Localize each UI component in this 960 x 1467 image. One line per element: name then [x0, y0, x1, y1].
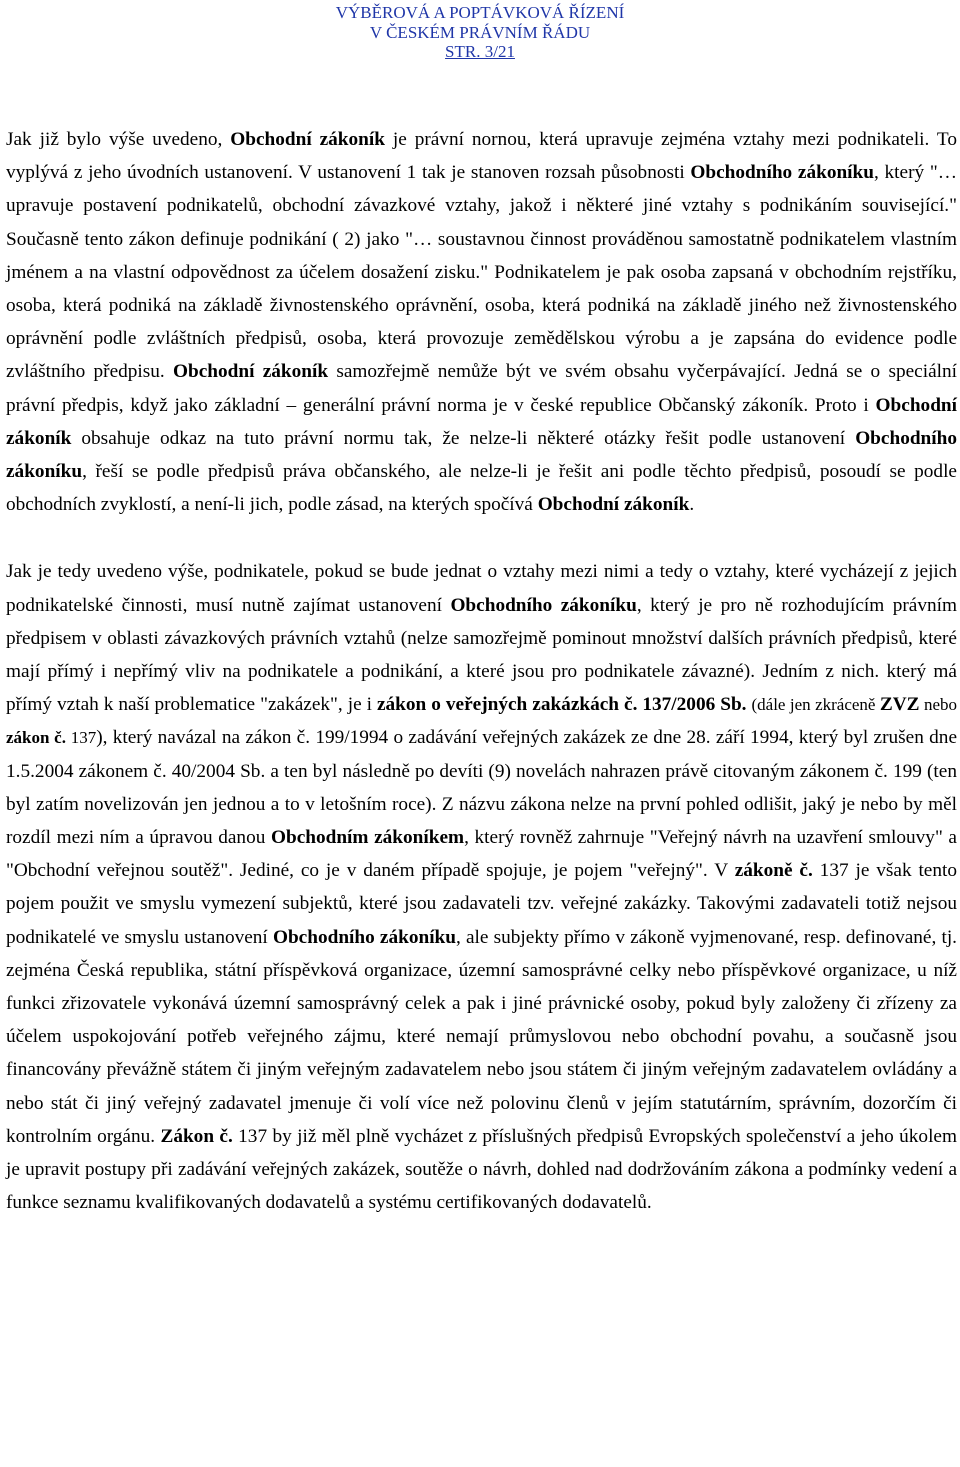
bold-text-run: ZVZ [879, 694, 920, 716]
document-body [6, 123, 957, 1220]
paragraph-scope [6, 123, 957, 521]
text-run: , ale subjekty přímo v zákoně vyjmenované, resp. definované, tj. zejména Česká republika, státní příspěvková organizace, územní samosprávné celky nebo příspěvkové organizace, u níž funkci zřizovatele vykonává územní samosprávný celek a pak i jiné právnické osoby, pokud byly založeny či zřízeny za účelem uspokojování potřeb veřejného zájmu, které nemají průmyslovou nebo obchodní povahu, a současně jsou financovány převážně státem či jiným veřejným zadavatelem nebo jsou státem či jiným veřejným zadavatelem ovládány a nebo stát či jiný veřejný zadavatel jmenuje či volí více než polovinu členů v jejím statutárním, správním, dozorčím či kontrolním orgánu. [6, 926, 957, 1147]
text-run: 137 by již měl plně vycházet z příslušných předpisů Evropských společenství a jeho úkolem je upravit postupy při zadávání veřejných zakázek, soutěže o návrh, dohled nad dodržováním zákona a podmínky vedení a funkce seznamu kvalifikovaných dodavatelů a systému certifikovaných dodavatelů. [6, 1125, 957, 1214]
text-run: , který je pro ně rozhodujícím právním předpisem v oblasti závazkových právních vztahů (nelze samozřejmě pominout množství dalších právních předpisů, které mají přímý i nepřímý vliv na podnikatele a podnikání, a které jsou pro podnikatele závazné). Jedním z nich. který má přímý vztah k naší problematice "zakázek", je i [6, 594, 957, 716]
text-run: nebo [919, 695, 957, 715]
page-number-label: STR. 3/21 [445, 42, 515, 61]
text-run: obsahuje odkaz na tuto právní normu tak, že nelze-li některé otázky řešit podle ustanovení [71, 427, 856, 449]
text-run: 137 je však tento pojem použit ve smyslu vymezení subjektů, které jsou zadavateli tzv. veřejné zakázky. Takovými zadavateli totiž nejsou podnikatelé ve smyslu ustanovení [6, 860, 958, 948]
text-run: samozřejmě nemůže být ve svém obsahu vyčerpávající. Jedná se o speciální právní předpis, když jako základní – generální právní norma je v české republice Občanský zákoník. Proto i [6, 361, 957, 416]
text-run: , který "… upravuje postavení podnikatelů, obchodní závazkové vztahy, jakož i některé jiné vztahy s podnikáním související." Současně tento zákon definuje podnikání ( 2) jako "… soustavnou činnost prováděnou samostatně podnikatelem vlastním jménem a na vlastní odpovědnost za účelem dosažení zisku." Podnikatelem je pak osoba zapsaná v obchodním rejstříku, osoba, která podniká na základě živnostenského oprávnění, osoba, která podniká na základě jiného než živnostenského oprávnění podle zvláštních předpisů, osoba, která provozuje zemědělskou výrobu a je zapsána do evidence podle zvláštního předpisu. [6, 162, 957, 383]
bold-text-run: Obchodního zákoníku [6, 427, 957, 483]
bold-text-run: Obchodní zákoník [230, 129, 385, 150]
text-run: Jak již bylo výše uvedeno, [6, 129, 231, 150]
bold-text-run: Obchodního zákoníku [450, 594, 637, 616]
text-run: . [689, 494, 695, 516]
paragraph-public-procurement [6, 555, 957, 1219]
bold-text-run: zákon o veřejných zakázkách č. 137/2006 Sb. [376, 694, 747, 716]
bold-text-run: Obchodním zákoníkem [270, 827, 465, 849]
text-run: , řeší se podle předpisů práva občanského, ale nelze-li je řešit ani podle těchto předpisů, posoudí se podle obchodních zvyklostí, a není-li jich, podle zásad, na kterých spočívá [6, 461, 957, 516]
bold-text-run: Obchodní zákoník [173, 361, 329, 383]
bold-text-run: Obchodního zákoníku [690, 162, 874, 184]
bold-text-run: Obchodního zákoníku [272, 926, 457, 948]
text-run: Jak je tedy uvedeno výše, podnikatele, pokud se bude jednat o vztahy mezi nimi a tedy o vztahy, které vycházejí z jejich podnikatelské činnosti, musí nutně zajímat ustanovení [6, 561, 957, 616]
text-run: ), který navázal na zákon č. 199/1994 o zadávání veřejných zakázek ze dne 28. září 1994, který byl zrušen dne 1.5.2004 zákonem č. 40/2004 Sb. a ten byl následně po devíti (9) novelách nahrazen právě citovaným zákonem č. 199 (ten byl zatím novelizován jen jednou a to v letošním roce). Z názvu zákona nelze na první pohled odlišit, jaký je nebo by měl rozdíl mezi ním a úpravou danou [6, 727, 958, 849]
bold-text-run: Zákon č. [160, 1125, 233, 1147]
header-title: VÝBĚROVÁ A POPTÁVKOVÁ ŘÍZENÍ [335, 3, 625, 22]
text-run: , který rovněž zahrnuje "Veřejný návrh na uzavření smlouvy" a "Obchodní veřejnou soutěž". Jediné, co je v daném případě spojuje, je pojem "veřejný". V [6, 827, 957, 882]
header-subtitle: V ČESKÉM PRÁVNÍM ŘÁDU [369, 22, 591, 42]
bold-text-run: Obchodní zákoník [537, 494, 690, 516]
text-run: je právní nornou, která upravuje zejména vztahy mezi podnikateli. To vyplývá z jeho úvodních ustanovení. V ustanovení 1 tak je stanoven rozsah působnosti [6, 129, 957, 184]
text-run: 137 [65, 728, 97, 748]
text-run: (dále jen zkráceně [751, 695, 880, 715]
page-number [0, 42, 960, 62]
page-header [0, 3, 960, 62]
bold-text-run: Obchodní zákoník [6, 394, 957, 449]
bold-text-run: zákoně č. [734, 860, 813, 882]
bold-text-run: zákon č. [6, 728, 66, 748]
